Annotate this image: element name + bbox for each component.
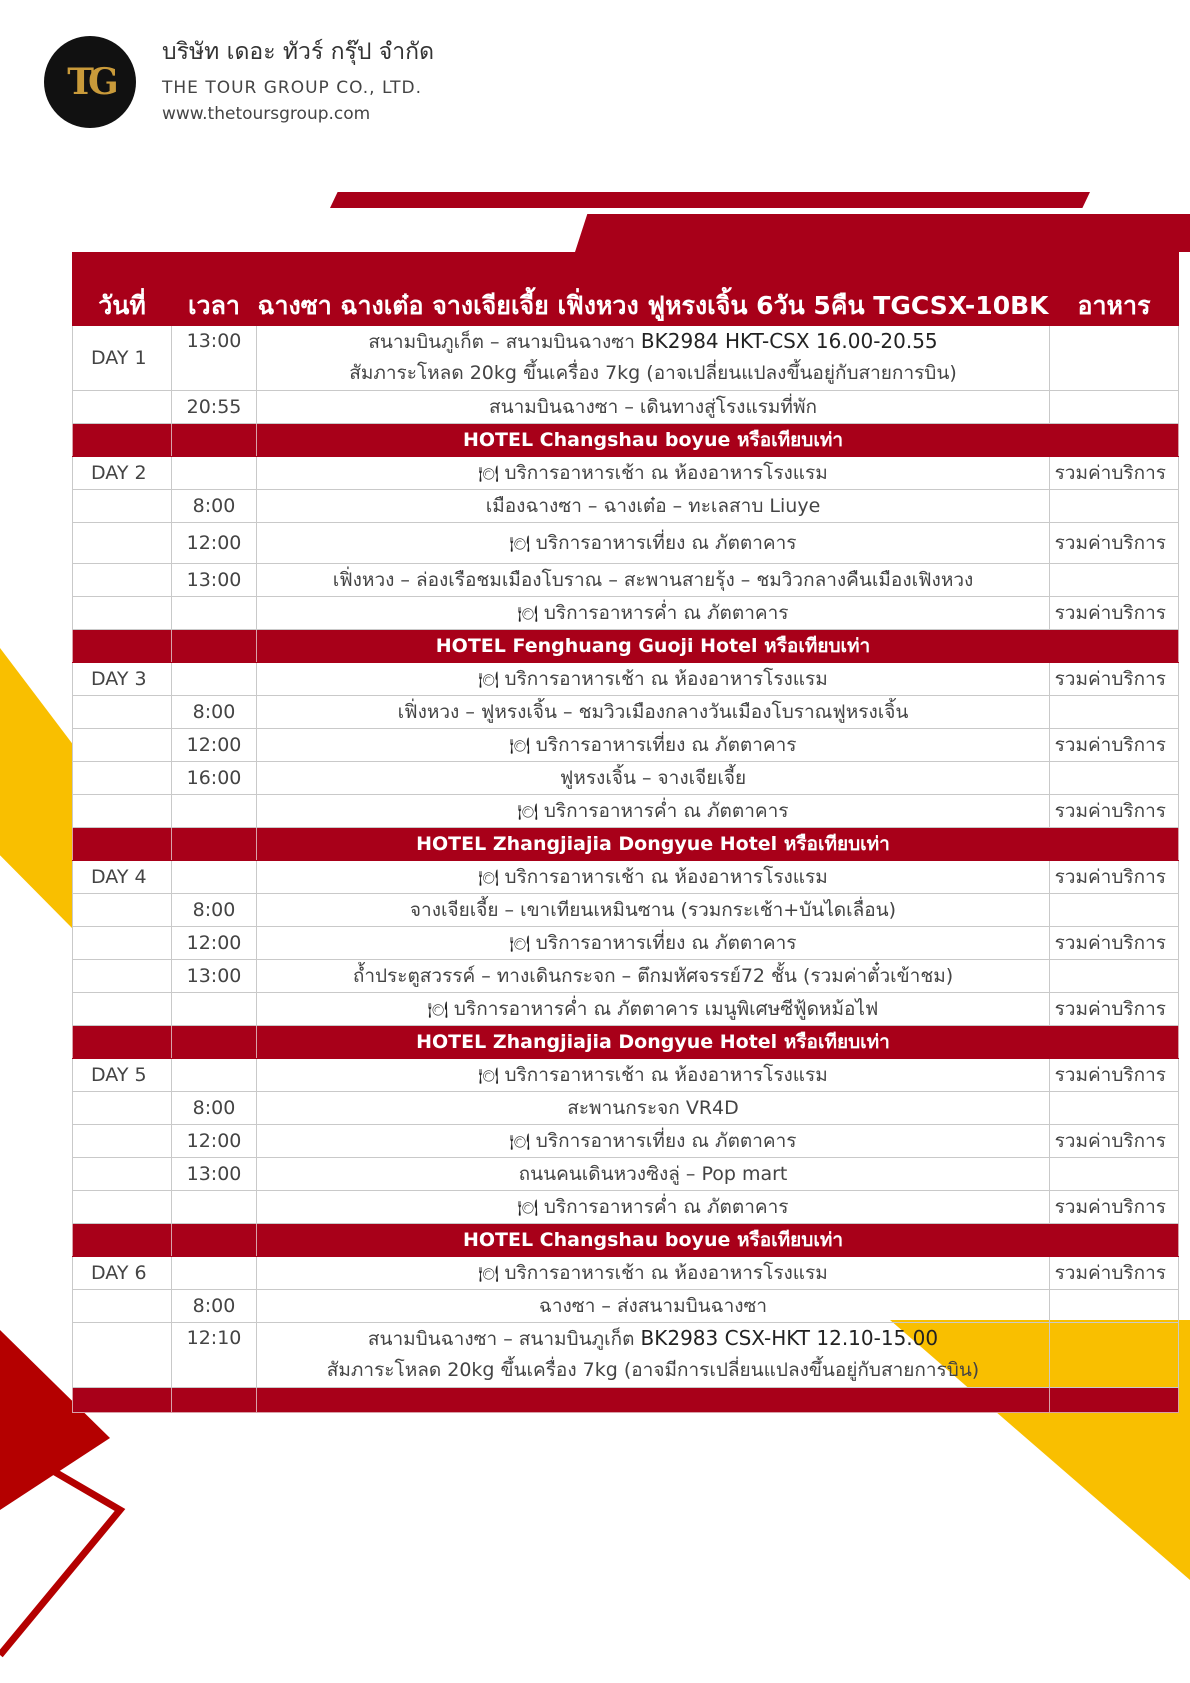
hotel-name: HOTEL Changshau boyue หรือเทียบเท่า xyxy=(257,1224,1050,1257)
time-cell: 20:55 xyxy=(172,391,257,424)
meal-cell xyxy=(1050,391,1179,424)
meal-cell: รวมค่าบริการ xyxy=(1050,729,1179,762)
hotel-name: HOTEL Fenghuang Guoji Hotel หรือเทียบเท่า xyxy=(257,630,1050,663)
table-row xyxy=(73,861,1179,894)
meal-cell xyxy=(1050,326,1179,391)
meal-icon: 🍽 xyxy=(509,1131,530,1151)
table-row xyxy=(73,391,1179,424)
time-cell xyxy=(172,795,257,828)
activity-text: ฟูหรงเจิ้น – จางเจียเจี้ย xyxy=(559,766,747,789)
meal-cell xyxy=(1050,1092,1179,1125)
activity-cell xyxy=(257,696,1050,729)
activity-cell xyxy=(257,391,1050,424)
meal-cell xyxy=(1050,762,1179,795)
time-cell: 12:00 xyxy=(172,1125,257,1158)
table-row xyxy=(73,1158,1179,1191)
time-cell xyxy=(172,861,257,894)
activity-text: สนามบินฉางซา – เดินทางสู่โรงแรมที่พัก xyxy=(489,395,817,418)
header-meal: อาหาร xyxy=(1050,253,1179,326)
day-cell: DAY 4 xyxy=(73,861,172,894)
meal-icon: 🍽 xyxy=(478,1263,499,1283)
time-cell xyxy=(172,663,257,696)
meal-icon: 🍽 xyxy=(427,999,448,1019)
meal-cell xyxy=(1050,564,1179,597)
activity-text: บริการอาหารเช้า ณ ห้องอาหารโรงแรม xyxy=(504,667,828,690)
meal-cell: รวมค่าบริการ xyxy=(1050,597,1179,630)
meal-cell: รวมค่าบริการ xyxy=(1050,927,1179,960)
activity-cell xyxy=(257,1059,1050,1092)
time-cell: 12:00 xyxy=(172,523,257,564)
table-header-row xyxy=(73,253,1179,326)
flight-info: BK2984 HKT-CSX 16.00-20.55 xyxy=(640,329,938,353)
logo-mark: TG xyxy=(67,61,113,103)
table-row xyxy=(73,457,1179,490)
time-cell: 8:00 xyxy=(172,1092,257,1125)
table-row xyxy=(73,795,1179,828)
itinerary-table xyxy=(72,252,1179,1413)
hotel-row xyxy=(73,1026,1179,1059)
meal-cell: รวมค่าบริการ xyxy=(1050,795,1179,828)
company-name-en: THE TOUR GROUP CO., LTD. xyxy=(162,78,422,98)
table-row xyxy=(73,993,1179,1026)
time-cell: 12:10 xyxy=(172,1323,257,1388)
table-row xyxy=(73,927,1179,960)
meal-cell xyxy=(1050,696,1179,729)
day-cell xyxy=(73,1092,172,1125)
activity-cell xyxy=(257,1191,1050,1224)
time-cell xyxy=(172,993,257,1026)
table-row xyxy=(73,597,1179,630)
hotel-name: HOTEL Zhangjiajia Dongyue Hotel หรือเทียบเท่า xyxy=(257,828,1050,861)
meal-icon: 🍽 xyxy=(517,801,538,821)
hotel-name: HOTEL Changshau boyue หรือเทียบเท่า xyxy=(257,424,1050,457)
header-time: เวลา xyxy=(172,253,257,326)
activity-text: จางเจียเจี้ย – เขาเทียนเหมินซาน (รวมกระเช้า+บันไดเลื่อน) xyxy=(409,898,897,921)
baggage-note: สัมภาระโหลด 20kg ขึ้นเครื่อง 7kg (อาจมีการเปลี่ยนแปลงขึ้นอยู่กับสายการบิน) xyxy=(326,1359,980,1381)
activity-text: บริการอาหารเช้า ณ ห้องอาหารโรงแรม xyxy=(504,461,828,484)
activity-cell xyxy=(257,1158,1050,1191)
activity-cell xyxy=(257,993,1050,1026)
time-cell: 8:00 xyxy=(172,894,257,927)
day-cell: DAY 2 xyxy=(73,457,172,490)
meal-cell xyxy=(1050,1323,1179,1388)
day-cell xyxy=(73,1191,172,1224)
time-cell: 13:00 xyxy=(172,1158,257,1191)
activity-text: สนามบินฉางซา – สนามบินภูเก็ต xyxy=(367,1328,635,1350)
company-info xyxy=(162,32,434,124)
meal-icon: 🍽 xyxy=(478,867,499,887)
day-cell xyxy=(73,762,172,795)
activity-text: บริการอาหารเที่ยง ณ ภัตตาคาร xyxy=(535,1129,797,1152)
activity-cell xyxy=(257,523,1050,564)
decor-red-outline xyxy=(0,1440,130,1670)
activity-cell xyxy=(257,927,1050,960)
table-row xyxy=(73,1290,1179,1323)
day-cell xyxy=(73,729,172,762)
time-cell: 8:00 xyxy=(172,1290,257,1323)
day-cell: DAY 6 xyxy=(73,1257,172,1290)
activity-text: ถ้ำประตูสวรรค์ – ทางเดินกระจก – ตึกมหัศจรรย์72 ชั้น (รวมค่าตั๋วเข้าชม) xyxy=(352,964,954,987)
table-footer-row xyxy=(73,1388,1179,1413)
day-cell: DAY 3 xyxy=(73,663,172,696)
activity-text: บริการอาหารค่ำ ณ ภัตตาคาร xyxy=(543,1195,789,1218)
meal-cell: รวมค่าบริการ xyxy=(1050,993,1179,1026)
time-cell xyxy=(172,1257,257,1290)
day-cell xyxy=(73,391,172,424)
meal-cell: รวมค่าบริการ xyxy=(1050,1059,1179,1092)
activity-cell xyxy=(257,729,1050,762)
activity-cell xyxy=(257,1092,1050,1125)
time-cell: 13:00 xyxy=(172,960,257,993)
activity-cell xyxy=(257,1257,1050,1290)
hotel-time-cell xyxy=(172,1224,257,1257)
activity-cell xyxy=(257,1290,1050,1323)
activity-cell xyxy=(257,795,1050,828)
table-row xyxy=(73,1257,1179,1290)
table-row xyxy=(73,564,1179,597)
meal-cell xyxy=(1050,490,1179,523)
hotel-meal-cell xyxy=(1050,1224,1179,1257)
activity-text: ถนนคนเดินหวงซิงลู่ – Pop mart xyxy=(518,1162,788,1185)
table-row xyxy=(73,960,1179,993)
meal-cell: รวมค่าบริการ xyxy=(1050,1191,1179,1224)
header-title: ฉางซา ฉางเต๋อ จางเจียเจี้ย เฟิ่งหวง ฟูหรงเจิ้น 6วัน 5คืน TGCSX-10BK xyxy=(257,253,1050,326)
activity-text: บริการอาหารเช้า ณ ห้องอาหารโรงแรม xyxy=(504,1261,828,1284)
hotel-meal-cell xyxy=(1050,424,1179,457)
company-name-th: บริษัท เดอะ ทัวร์ กรุ๊ป จำกัด xyxy=(162,39,435,65)
time-cell xyxy=(172,597,257,630)
activity-text: สะพานกระจก VR4D xyxy=(567,1096,739,1119)
hotel-time-cell xyxy=(172,1026,257,1059)
activity-text: สนามบินภูเก็ต – สนามบินฉางซา xyxy=(368,331,635,353)
meal-cell: รวมค่าบริการ xyxy=(1050,663,1179,696)
time-cell xyxy=(172,1059,257,1092)
table-row xyxy=(73,696,1179,729)
meal-icon: 🍽 xyxy=(478,669,499,689)
activity-cell xyxy=(257,564,1050,597)
day-cell xyxy=(73,597,172,630)
meal-cell xyxy=(1050,1290,1179,1323)
day-cell xyxy=(73,894,172,927)
time-cell: 12:00 xyxy=(172,729,257,762)
activity-text: บริการอาหารค่ำ ณ ภัตตาคาร xyxy=(543,601,789,624)
header-day: วันที่ xyxy=(73,253,172,326)
meal-cell xyxy=(1050,1158,1179,1191)
hotel-day-cell xyxy=(73,828,172,861)
time-cell: 13:00 xyxy=(172,564,257,597)
company-logo xyxy=(44,36,136,128)
day-cell xyxy=(73,696,172,729)
day-cell: DAY 5 xyxy=(73,1059,172,1092)
activity-text: เฟิ่งหวง – ฟูหรงเจิ้น – ชมวิวเมืองกลางวันเมืองโบราณฟูหรงเจิ้น xyxy=(397,700,909,723)
meal-cell: รวมค่าบริการ xyxy=(1050,457,1179,490)
meal-cell: รวมค่าบริการ xyxy=(1050,1257,1179,1290)
time-cell: 16:00 xyxy=(172,762,257,795)
time-cell: 8:00 xyxy=(172,696,257,729)
activity-text: เมืองฉางซา – ฉางเต๋อ – ทะเลสาบ Liuye xyxy=(485,494,821,517)
day-cell xyxy=(73,1290,172,1323)
activity-cell xyxy=(257,457,1050,490)
day-cell xyxy=(73,960,172,993)
company-website: www.thetoursgroup.com xyxy=(162,104,371,124)
activity-text: บริการอาหารเที่ยง ณ ภัตตาคาร xyxy=(535,931,797,954)
baggage-note: สัมภาระโหลด 20kg ขึ้นเครื่อง 7kg (อาจเปลี่ยนแปลงขึ้นอยู่กับสายการบิน) xyxy=(349,362,957,384)
meal-cell xyxy=(1050,960,1179,993)
activity-cell xyxy=(257,1125,1050,1158)
company-header xyxy=(44,32,644,132)
hotel-row xyxy=(73,828,1179,861)
time-cell: 8:00 xyxy=(172,490,257,523)
day-cell xyxy=(73,490,172,523)
meal-cell: รวมค่าบริการ xyxy=(1050,523,1179,564)
meal-cell xyxy=(1050,894,1179,927)
activity-text: บริการอาหารค่ำ ณ ภัตตาคาร เมนูพิเศษซีฟู้ดหม้อไฟ xyxy=(453,997,879,1020)
meal-icon: 🍽 xyxy=(509,735,530,755)
hotel-row xyxy=(73,630,1179,663)
activity-cell xyxy=(257,490,1050,523)
meal-icon: 🍽 xyxy=(509,933,530,953)
table-row xyxy=(73,894,1179,927)
flight-info: BK2983 CSX-HKT 12.10-15.00 xyxy=(640,1326,939,1350)
day-cell xyxy=(73,993,172,1026)
table-row xyxy=(73,729,1179,762)
meal-icon: 🍽 xyxy=(517,603,538,623)
time-cell: 12:00 xyxy=(172,927,257,960)
activity-text: บริการอาหารเที่ยง ณ ภัตตาคาร xyxy=(535,733,797,756)
activity-text: บริการอาหารค่ำ ณ ภัตตาคาร xyxy=(543,799,789,822)
hotel-row xyxy=(73,424,1179,457)
meal-cell: รวมค่าบริการ xyxy=(1050,861,1179,894)
hotel-time-cell xyxy=(172,630,257,663)
table-row xyxy=(73,1092,1179,1125)
activity-text: บริการอาหารเช้า ณ ห้องอาหารโรงแรม xyxy=(504,1063,828,1086)
day-cell xyxy=(73,1158,172,1191)
activity-text: เฟิ่งหวง – ล่องเรือชมเมืองโบราณ – สะพานสายรุ้ง – ชมวิวกลางคืนเมืองเฟิงหวง xyxy=(332,568,974,591)
time-cell xyxy=(172,457,257,490)
activity-text: บริการอาหารเช้า ณ ห้องอาหารโรงแรม xyxy=(504,865,828,888)
hotel-time-cell xyxy=(172,828,257,861)
day-cell xyxy=(73,564,172,597)
day-cell xyxy=(73,927,172,960)
activity-cell xyxy=(257,1323,1050,1388)
hotel-day-cell xyxy=(73,1224,172,1257)
activity-text: ฉางซา – ส่งสนามบินฉางซา xyxy=(538,1294,768,1317)
decor-stripe-top xyxy=(330,192,1090,208)
table-row xyxy=(73,663,1179,696)
activity-cell xyxy=(257,326,1050,391)
day-cell xyxy=(73,795,172,828)
activity-cell xyxy=(257,960,1050,993)
hotel-meal-cell xyxy=(1050,630,1179,663)
activity-cell xyxy=(257,762,1050,795)
table-row xyxy=(73,523,1179,564)
hotel-day-cell xyxy=(73,630,172,663)
hotel-meal-cell xyxy=(1050,828,1179,861)
hotel-day-cell xyxy=(73,424,172,457)
table-row xyxy=(73,762,1179,795)
activity-cell xyxy=(257,861,1050,894)
day-cell xyxy=(73,1125,172,1158)
time-cell xyxy=(172,1191,257,1224)
activity-cell xyxy=(257,663,1050,696)
meal-icon: 🍽 xyxy=(478,1065,499,1085)
hotel-day-cell xyxy=(73,1026,172,1059)
table-row xyxy=(73,490,1179,523)
meal-icon: 🍽 xyxy=(509,533,530,553)
decor-yellow-left xyxy=(0,648,72,928)
day-cell xyxy=(73,523,172,564)
day-cell xyxy=(73,1323,172,1388)
hotel-time-cell xyxy=(172,424,257,457)
hotel-meal-cell xyxy=(1050,1026,1179,1059)
meal-icon: 🍽 xyxy=(517,1197,538,1217)
day-cell: DAY 1 xyxy=(73,326,172,391)
table-row xyxy=(73,1125,1179,1158)
decor-stripe-bottom xyxy=(575,214,1190,252)
meal-cell: รวมค่าบริการ xyxy=(1050,1125,1179,1158)
table-row xyxy=(73,1191,1179,1224)
time-cell: 13:00 xyxy=(172,326,257,391)
meal-icon: 🍽 xyxy=(478,463,499,483)
hotel-name: HOTEL Zhangjiajia Dongyue Hotel หรือเทียบเท่า xyxy=(257,1026,1050,1059)
activity-cell xyxy=(257,597,1050,630)
activity-text: บริการอาหารเที่ยง ณ ภัตตาคาร xyxy=(535,531,797,554)
table-row xyxy=(73,1059,1179,1092)
hotel-row xyxy=(73,1224,1179,1257)
table-row xyxy=(73,1323,1179,1388)
activity-cell xyxy=(257,894,1050,927)
table-row xyxy=(73,326,1179,391)
